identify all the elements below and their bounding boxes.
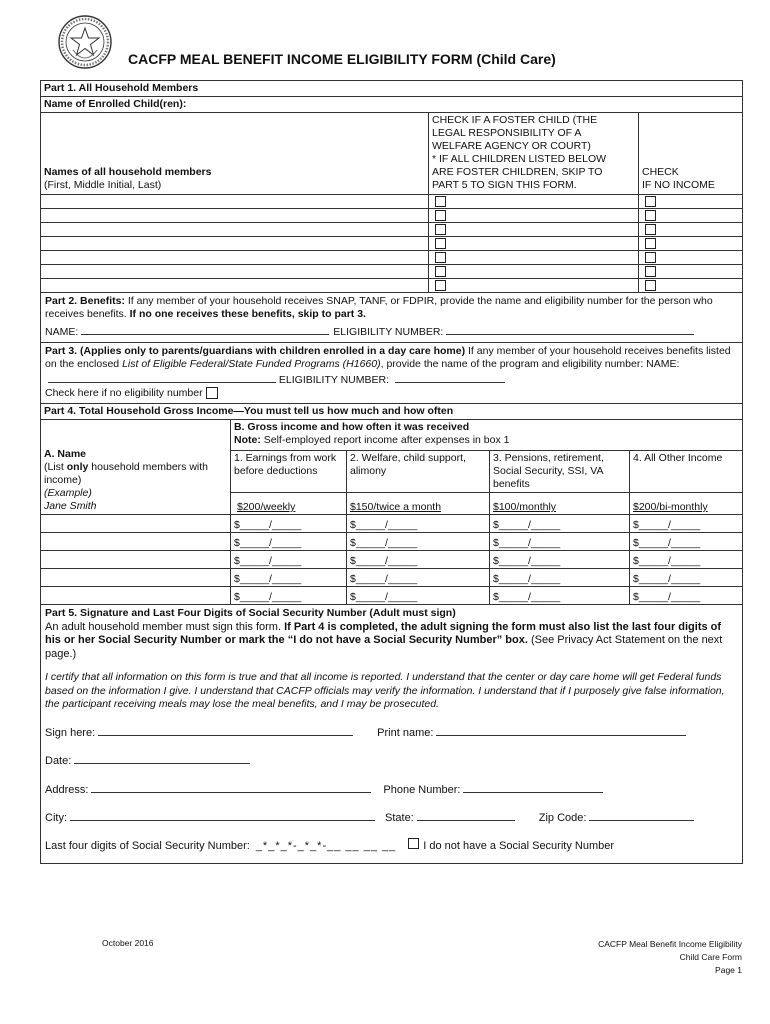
part2-name-input[interactable] xyxy=(81,323,329,335)
other-income-field[interactable]: $_____/_____ xyxy=(630,551,743,569)
address-input[interactable] xyxy=(91,781,371,793)
member-name-field[interactable] xyxy=(41,251,429,265)
other-income-field[interactable]: $_____/_____ xyxy=(630,587,743,605)
name-column-header xyxy=(41,420,231,515)
part2-name-label: NAME: xyxy=(45,326,79,338)
sign-here-label: Sign here: xyxy=(45,726,96,739)
member-name-field[interactable] xyxy=(41,223,429,237)
part3-eligibility-label: ELIGIBILITY NUMBER: xyxy=(278,374,390,386)
part5-section xyxy=(41,605,743,864)
no-income-checkbox[interactable] xyxy=(645,196,656,207)
pensions-field[interactable]: $_____/_____ xyxy=(490,551,630,569)
gross-income-header xyxy=(231,420,743,451)
foster-checkbox[interactable] xyxy=(435,196,446,207)
income-row xyxy=(41,569,743,587)
date-label: Date: xyxy=(45,755,72,767)
income-name-field[interactable] xyxy=(41,533,231,551)
foster-checkbox[interactable] xyxy=(435,280,446,291)
example-other-value: $200/bi-monthly xyxy=(633,501,708,513)
zip-label: Zip Code: xyxy=(538,812,587,824)
phone-input[interactable] xyxy=(463,781,603,793)
part2-eligibility-input[interactable] xyxy=(446,323,694,335)
state-label: State: xyxy=(385,812,414,824)
part3-programs-list: List of Eligible Federal/State Funded Programs (H1660) xyxy=(122,358,381,370)
household-names-label: Names of all household members xyxy=(44,166,212,178)
income-name-field[interactable] xyxy=(41,551,231,569)
part5-ssn-instruction: If Part 4 is completed, the adult signing the form must also list the last four digits of his or her Social Security Number or mark the “I do not have a Social Security Number” box. xyxy=(45,620,722,646)
footer-form-type: Child Care Form xyxy=(679,952,742,962)
member-name-field[interactable] xyxy=(41,237,429,251)
foster-child-header xyxy=(429,113,639,195)
part2-section xyxy=(41,293,743,343)
part3-text-2: , provide the name of the program and eligibility number: NAME: xyxy=(380,358,680,370)
print-name-label: Print name: xyxy=(377,726,434,739)
other-income-field[interactable]: $_____/_____ xyxy=(630,533,743,551)
member-name-field[interactable] xyxy=(41,209,429,223)
city-input[interactable] xyxy=(70,809,375,821)
member-name-field[interactable] xyxy=(41,279,429,293)
foster-label-line: CHECK IF A FOSTER CHILD (THE xyxy=(432,114,598,126)
no-income-label-line: IF NO INCOME xyxy=(642,179,715,191)
part1-table xyxy=(40,80,743,404)
no-eligibility-checkbox[interactable] xyxy=(206,387,218,399)
note-text: Self-employed report income after expenses in box 1 xyxy=(260,434,510,446)
a-sub-text: (List xyxy=(44,461,67,473)
example-pensions xyxy=(490,493,630,515)
part4-table xyxy=(40,404,743,864)
part1-heading: Part 1. All Household Members xyxy=(41,81,743,97)
address-label: Address: xyxy=(45,783,89,796)
part2-skip-note: If no one receives these benefits, skip to part 3. xyxy=(129,308,366,320)
phone-label: Phone Number: xyxy=(383,783,461,796)
foster-label-line: LEGAL RESPONSIBILITY OF A xyxy=(432,127,582,139)
no-income-label-line: CHECK xyxy=(642,166,679,178)
certification-statement: I certify that all information on this form is true and that all income is reported. I understand that the center or day care home will get Federal funds based on the information I give. I understand that CACFP officials may verify the information. I understand that if I purposely give false information, the participant receiving meals may lose the meal benefits, and I may be prosecuted. xyxy=(45,671,725,710)
member-row xyxy=(41,265,743,279)
member-row xyxy=(41,209,743,223)
household-names-header xyxy=(41,113,429,195)
part2-heading: Part 2. Benefits: xyxy=(45,295,125,307)
form-page xyxy=(40,14,742,864)
col-earnings-header: 1. Earnings from work before deductions xyxy=(231,451,347,493)
household-names-sublabel: (First, Middle Initial, Last) xyxy=(44,179,162,191)
welfare-field[interactable]: $_____/_____ xyxy=(347,587,490,605)
income-row xyxy=(41,587,743,605)
income-name-field[interactable] xyxy=(41,515,231,533)
part3-text: If any member of your household receives benefits listed on the enclosed xyxy=(45,345,731,370)
foster-label-line: WELFARE AGENCY OR COURT) xyxy=(432,140,591,152)
state-input[interactable] xyxy=(417,809,515,821)
pensions-field[interactable]: $_____/_____ xyxy=(490,515,630,533)
earnings-field[interactable]: $_____/_____ xyxy=(231,551,347,569)
part2-eligibility-label: ELIGIBILITY NUMBER: xyxy=(333,326,444,338)
welfare-field[interactable]: $_____/_____ xyxy=(347,515,490,533)
income-row xyxy=(41,551,743,569)
foster-label-line: ARE FOSTER CHILDREN, SKIP TO xyxy=(432,166,603,178)
no-ssn-label: I do not have a Social Security Number xyxy=(423,839,615,852)
part3-name-input[interactable] xyxy=(48,371,276,383)
pensions-field[interactable]: $_____/_____ xyxy=(490,587,630,605)
ssn-input[interactable]: _*_*_*-_*_*-__ __ __ __ xyxy=(255,839,397,852)
signature-input[interactable] xyxy=(98,724,353,736)
no-income-checkbox[interactable] xyxy=(645,224,656,235)
part3-heading: Part 3. (Applies only to parents/guardians with children enrolled in a day care home) xyxy=(45,345,466,357)
pensions-field[interactable]: $_____/_____ xyxy=(490,569,630,587)
date-input[interactable] xyxy=(74,752,250,764)
member-row xyxy=(41,237,743,251)
foster-checkbox[interactable] xyxy=(435,210,446,221)
note-label: Note: xyxy=(234,434,261,446)
income-row xyxy=(41,533,743,551)
part3-eligibility-input[interactable] xyxy=(395,371,505,383)
earnings-field[interactable]: $_____/_____ xyxy=(231,587,347,605)
foster-checkbox[interactable] xyxy=(435,266,446,277)
zip-input[interactable] xyxy=(589,809,694,821)
b-gross-income-label: B. Gross income and how often it was received xyxy=(234,421,470,433)
foster-checkbox[interactable] xyxy=(435,238,446,249)
foster-label-line: * IF ALL CHILDREN LISTED BELOW xyxy=(432,153,607,165)
part5-heading: Part 5. Signature and Last Four Digits of Social Security Number (Adult must sign) xyxy=(45,607,456,619)
a-sub-text-2: household members with income) xyxy=(44,461,209,486)
part5-text-2: (See Privacy Act Statement on the next page.) xyxy=(45,634,723,660)
income-name-field[interactable] xyxy=(41,569,231,587)
member-name-field[interactable] xyxy=(41,195,429,209)
no-income-header xyxy=(639,113,743,195)
footer-form-info xyxy=(598,938,742,977)
no-income-checkbox[interactable] xyxy=(645,210,656,221)
member-name-field[interactable] xyxy=(41,265,429,279)
col-pensions-header: 3. Pensions, retirement, Social Security, SSI, VA benefits xyxy=(490,451,630,493)
part4-heading: Part 4. Total Household Gross Income—You must tell us how much and how often xyxy=(41,404,743,420)
footer-form-name: CACFP Meal Benefit Income Eligibility xyxy=(598,939,742,949)
member-row xyxy=(41,195,743,209)
example-label: (Example) xyxy=(44,487,92,499)
example-other xyxy=(630,493,743,515)
earnings-field[interactable]: $_____/_____ xyxy=(231,533,347,551)
form-header xyxy=(40,14,742,80)
earnings-field[interactable]: $_____/_____ xyxy=(231,569,347,587)
no-income-checkbox[interactable] xyxy=(645,252,656,263)
foster-label-line: PART 5 TO SIGN THIS FORM. xyxy=(432,179,577,191)
footer-page-number: Page 1 xyxy=(715,965,742,975)
part3-check-label: Check here if no eligibility number xyxy=(45,387,203,399)
welfare-field[interactable]: $_____/_____ xyxy=(347,569,490,587)
example-earnings xyxy=(231,493,347,515)
part2-text: If any member of your household receives SNAP, TANF, or FDPIR, provide the name and eligibility number for the person who receives benefits. xyxy=(45,295,713,320)
earnings-field[interactable]: $_____/_____ xyxy=(231,515,347,533)
part3-section xyxy=(41,343,743,404)
member-row xyxy=(41,279,743,293)
income-name-field[interactable] xyxy=(41,587,231,605)
a-name-sublabel xyxy=(44,461,227,487)
city-label: City: xyxy=(45,812,67,824)
ssn-label: Last four digits of Social Security Number: xyxy=(45,839,250,852)
member-row xyxy=(41,223,743,237)
a-sub-bold: only xyxy=(66,461,89,473)
foster-checkbox[interactable] xyxy=(435,252,446,263)
member-row xyxy=(41,251,743,265)
example-pensions-value: $100/monthly xyxy=(493,501,557,513)
a-name-label: A. Name xyxy=(44,448,87,460)
state-seal-icon xyxy=(57,14,113,70)
income-row xyxy=(41,515,743,533)
welfare-field[interactable]: $_____/_____ xyxy=(347,551,490,569)
no-ssn-checkbox[interactable] xyxy=(408,838,419,849)
col-other-header: 4. All Other Income xyxy=(630,451,743,493)
form-title: CACFP MEAL BENEFIT INCOME ELIGIBILITY FORM (Child Care) xyxy=(128,51,556,67)
print-name-input[interactable] xyxy=(436,724,686,736)
foster-checkbox[interactable] xyxy=(435,224,446,235)
other-income-field[interactable]: $_____/_____ xyxy=(630,515,743,533)
example-earnings-value: $200/weekly xyxy=(237,501,296,513)
example-welfare xyxy=(347,493,490,515)
enrolled-children-label: Name of Enrolled Child(ren): xyxy=(41,97,743,113)
no-income-checkbox[interactable] xyxy=(645,266,656,277)
no-income-checkbox[interactable] xyxy=(645,280,656,291)
footer-date: October 2016 xyxy=(102,938,154,948)
welfare-field[interactable]: $_____/_____ xyxy=(347,533,490,551)
other-income-field[interactable]: $_____/_____ xyxy=(630,569,743,587)
col-welfare-header: 2. Welfare, child support, alimony xyxy=(347,451,490,493)
pensions-field[interactable]: $_____/_____ xyxy=(490,533,630,551)
no-income-checkbox[interactable] xyxy=(645,238,656,249)
part5-text: An adult household member must sign this form. xyxy=(45,620,285,633)
example-welfare-value: $150/twice a month xyxy=(350,501,442,513)
example-name: Jane Smith xyxy=(44,500,97,512)
